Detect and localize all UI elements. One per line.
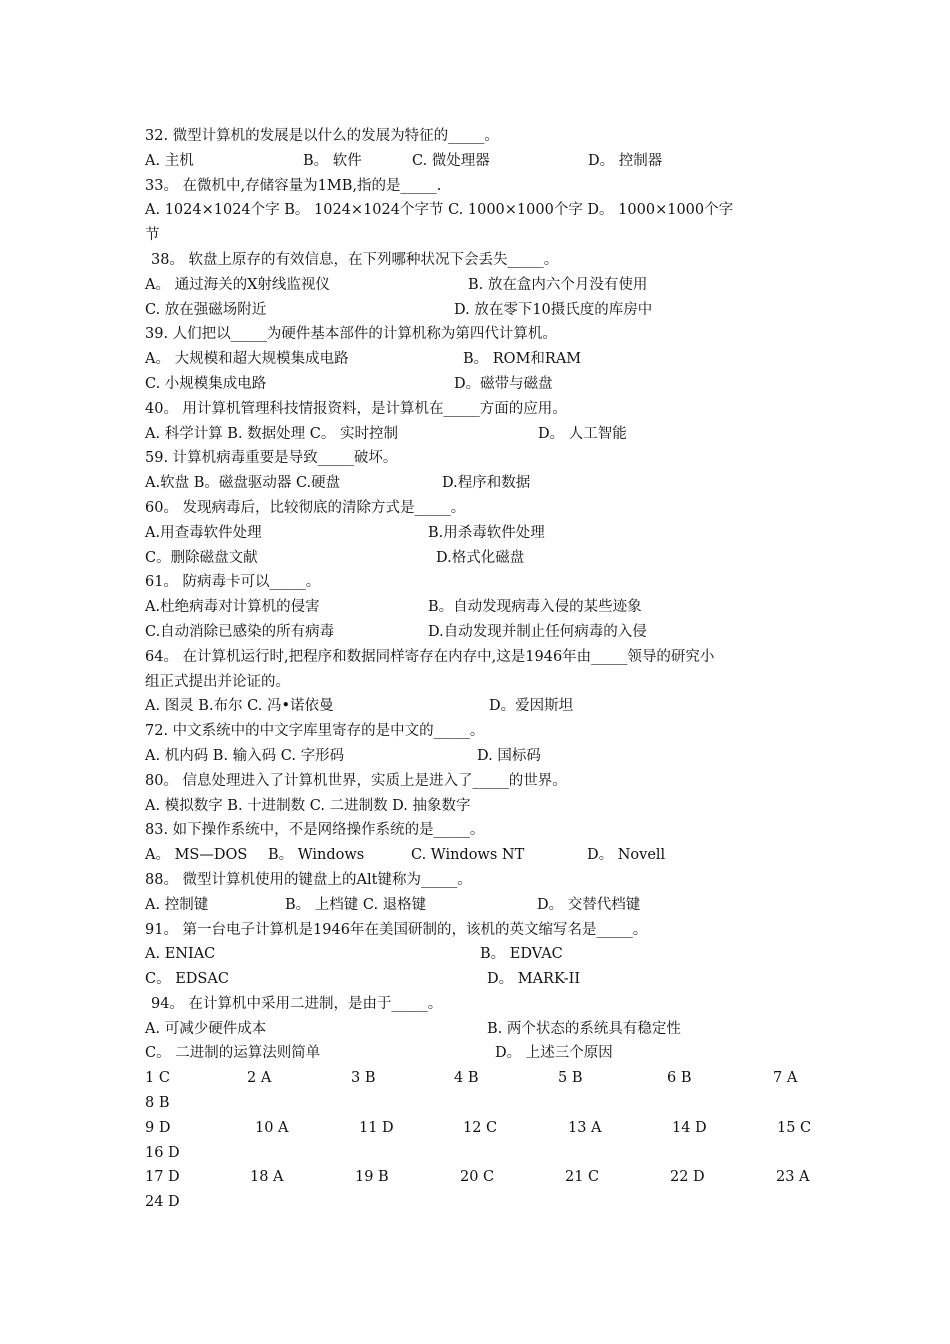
answer-row: [145, 1066, 820, 1091]
option-d: D。 人工智能: [538, 425, 627, 442]
options-row: [145, 273, 820, 298]
answer-item: 13 A: [568, 1119, 602, 1136]
question-text: 39. 人们把以_____为硬件基本部件的计算机称为第四代计算机。: [145, 326, 557, 343]
question-33: [145, 174, 820, 199]
answer-item: 12 C: [463, 1119, 498, 1136]
answer-row: [145, 1091, 820, 1116]
answer-item: 8 B: [145, 1095, 170, 1112]
answer-item: 18 A: [250, 1169, 284, 1186]
options-row: [145, 843, 820, 868]
option-b: B。 软件: [303, 152, 362, 169]
option-c: C。 二进制的运算法则简单: [145, 1045, 321, 1062]
option-b: B. 放在盒内六个月没有使用: [468, 276, 648, 293]
question-text: 33。 在微机中,存储容量为1MB,指的是_____.: [145, 177, 442, 194]
question-72: [145, 719, 820, 744]
option-d: D。 Novell: [587, 847, 666, 864]
answer-item: 9 D: [145, 1119, 171, 1136]
options-row: [145, 794, 820, 819]
option-b: B。 ROM和RAM: [463, 351, 582, 368]
question-text: 40。 用计算机管理科技情报资料，是计算机在_____方面的应用。: [145, 400, 567, 417]
option-a: A. ENIAC: [145, 946, 216, 963]
options-row: [145, 694, 820, 719]
answer-item: 4 B: [454, 1070, 479, 1087]
question-text: 61。 防病毒卡可以_____。: [145, 574, 321, 591]
options-row: [145, 967, 820, 992]
options-row: [145, 298, 820, 323]
options-row: [145, 546, 820, 571]
option-d: D。磁带与磁盘: [454, 375, 553, 392]
option-a: A。 大规模和超大规模集成电路: [145, 351, 349, 368]
answer-row: [145, 1190, 820, 1215]
options-line: A. 模拟数字 B. 十进制数 C. 二进制数 D. 抽象数字: [145, 797, 471, 814]
question-text: 32. 微型计算机的发展是以什么的发展为特征的_____。: [145, 128, 499, 144]
options-line: A. 1024×1024个字 B。 1024×1024个字节 C. 1000×1000个字 D。 1000×1000个字: [145, 202, 734, 219]
question-40: [145, 397, 820, 422]
options-row: [145, 198, 820, 223]
answer-row: [145, 1165, 820, 1190]
options-row: [145, 744, 820, 769]
options-row: [145, 422, 820, 447]
option-c: C. 小规模集成电路: [145, 375, 267, 392]
answer-item: 5 B: [558, 1070, 583, 1087]
answer-item: 1 C: [145, 1070, 170, 1087]
question-text: 88。 微型计算机使用的键盘上的Alt键称为_____。: [145, 871, 472, 888]
answer-item: 22 D: [670, 1169, 705, 1186]
options-abc: A. 机内码 B. 输入码 C. 字形码: [145, 747, 345, 764]
question-59: [145, 446, 820, 471]
document-content: [145, 124, 820, 1215]
answer-item: 20 C: [460, 1169, 495, 1186]
question-38: [145, 248, 820, 273]
question-text: 80。 信息处理进入了计算机世界，实质上是进入了_____的世界。: [145, 772, 567, 789]
option-b: B。 Windows: [268, 847, 365, 864]
options-bc: B。 上档键 C. 退格键: [285, 896, 427, 913]
option-c: C。删除磁盘文献: [145, 549, 258, 566]
answer-item: 3 B: [351, 1070, 376, 1087]
option-b: B。自动发现病毒入侵的某些迹象: [428, 599, 642, 616]
answer-row: [145, 1116, 820, 1141]
option-d: D。 MARK-II: [487, 971, 581, 988]
options-row: [145, 595, 820, 620]
question-text-wrap: 组正式提出并论证的。: [145, 673, 290, 690]
option-b: B。 EDVAC: [480, 946, 563, 963]
question-61: [145, 570, 820, 595]
answer-item: 15 C: [777, 1119, 812, 1136]
option-d: D。爱因斯坦: [489, 698, 574, 715]
option-a: A. 控制键: [145, 896, 209, 913]
options-row: [145, 347, 820, 372]
answer-item: 14 D: [672, 1119, 707, 1136]
answer-item: 23 A: [776, 1169, 810, 1186]
option-d: D.程序和数据: [442, 475, 531, 492]
answer-item: 11 D: [359, 1119, 394, 1136]
option-a: A.杜绝病毒对计算机的侵害: [145, 599, 320, 616]
options-row: [145, 471, 820, 496]
option-a: A. 可减少硬件成本: [145, 1020, 267, 1037]
question-text: 64。 在计算机运行时,把程序和数据同样寄存在内存中,这是1946年由_____领导的研究小: [145, 648, 715, 665]
question-text: 83. 如下操作系统中，不是网络操作系统的是_____。: [145, 822, 485, 839]
question-text: 38。 软盘上原存的有效信息，在下列哪种状况下会丢失_____。: [151, 251, 559, 268]
options-abc: A. 科学计算 B. 数据处理 C。 实时控制: [145, 425, 398, 442]
option-d: D.自动发现并制止任何病毒的入侵: [428, 623, 647, 640]
question-32: [145, 124, 820, 149]
option-d: D. 国标码: [477, 747, 541, 764]
options-row: [145, 893, 820, 918]
question-text: 72. 中文系统中的中文字库里寄存的是中文的_____。: [145, 723, 485, 740]
option-d: D.格式化磁盘: [436, 549, 525, 566]
option-b: B.用杀毒软件处理: [428, 524, 545, 541]
option-c: C。 EDSAC: [145, 971, 229, 988]
question-text: 91。 第一台电子计算机是1946年在美国研制的，该机的英文缩写名是_____。: [145, 921, 648, 938]
question-text: 60。 发现病毒后，比较彻底的清除方式是_____。: [145, 499, 466, 516]
option-c: C. 微处理器: [412, 152, 490, 169]
answer-item: 7 A: [773, 1070, 798, 1087]
option-d: D。 交替代档键: [537, 896, 641, 913]
option-c: C. Windows NT: [411, 847, 525, 864]
options-row: [145, 942, 820, 967]
answer-item: 17 D: [145, 1169, 180, 1186]
answer-item: 19 B: [355, 1169, 389, 1186]
answer-item: 21 C: [565, 1169, 600, 1186]
answer-row: [145, 1141, 820, 1166]
question-83: [145, 818, 820, 843]
options-row: [145, 372, 820, 397]
options-abc: A.软盘 B。磁盘驱动器 C.硬盘: [145, 475, 341, 492]
options-row: [145, 1041, 820, 1066]
option-d: D. 放在零下10摄氏度的库房中: [454, 301, 653, 318]
question-text: 59. 计算机病毒重要是导致_____破坏。: [145, 450, 398, 467]
option-a: A. 主机: [145, 152, 194, 169]
options-row: [145, 620, 820, 645]
option-c: C. 放在强磁场附近: [145, 301, 267, 318]
answer-item: 24 D: [145, 1194, 180, 1211]
question-88: [145, 868, 820, 893]
option-d: D。 控制器: [588, 152, 663, 169]
options-row-wrap: [145, 223, 820, 248]
answer-item: 16 D: [145, 1144, 180, 1161]
question-60: [145, 496, 820, 521]
option-a: A。 MS—DOS: [145, 847, 248, 864]
question-94: [145, 992, 820, 1017]
question-text: 94。 在计算机中采用二进制，是由于_____。: [151, 995, 443, 1012]
question-64: [145, 645, 820, 670]
question-39: [145, 322, 820, 347]
option-a: A.用查毒软件处理: [145, 524, 262, 541]
answer-item: 10 A: [255, 1119, 289, 1136]
question-continuation: [145, 670, 820, 695]
option-c: C.自动消除已感染的所有病毒: [145, 623, 335, 640]
options-row: [145, 521, 820, 546]
option-a: A。 通过海关的X射线监视仪: [145, 276, 330, 293]
options-row: [145, 149, 820, 174]
answer-item: 6 B: [667, 1070, 692, 1087]
options-abc: A. 图灵 B.布尔 C. 冯•诺依曼: [145, 698, 334, 715]
option-b: B. 两个状态的系统具有稳定性: [487, 1020, 681, 1037]
options-row: [145, 1017, 820, 1042]
option-d: D。 上述三个原因: [495, 1045, 613, 1062]
question-91: [145, 918, 820, 943]
question-80: [145, 769, 820, 794]
answer-item: 2 A: [247, 1070, 272, 1087]
options-line-wrap: 节: [145, 227, 160, 244]
